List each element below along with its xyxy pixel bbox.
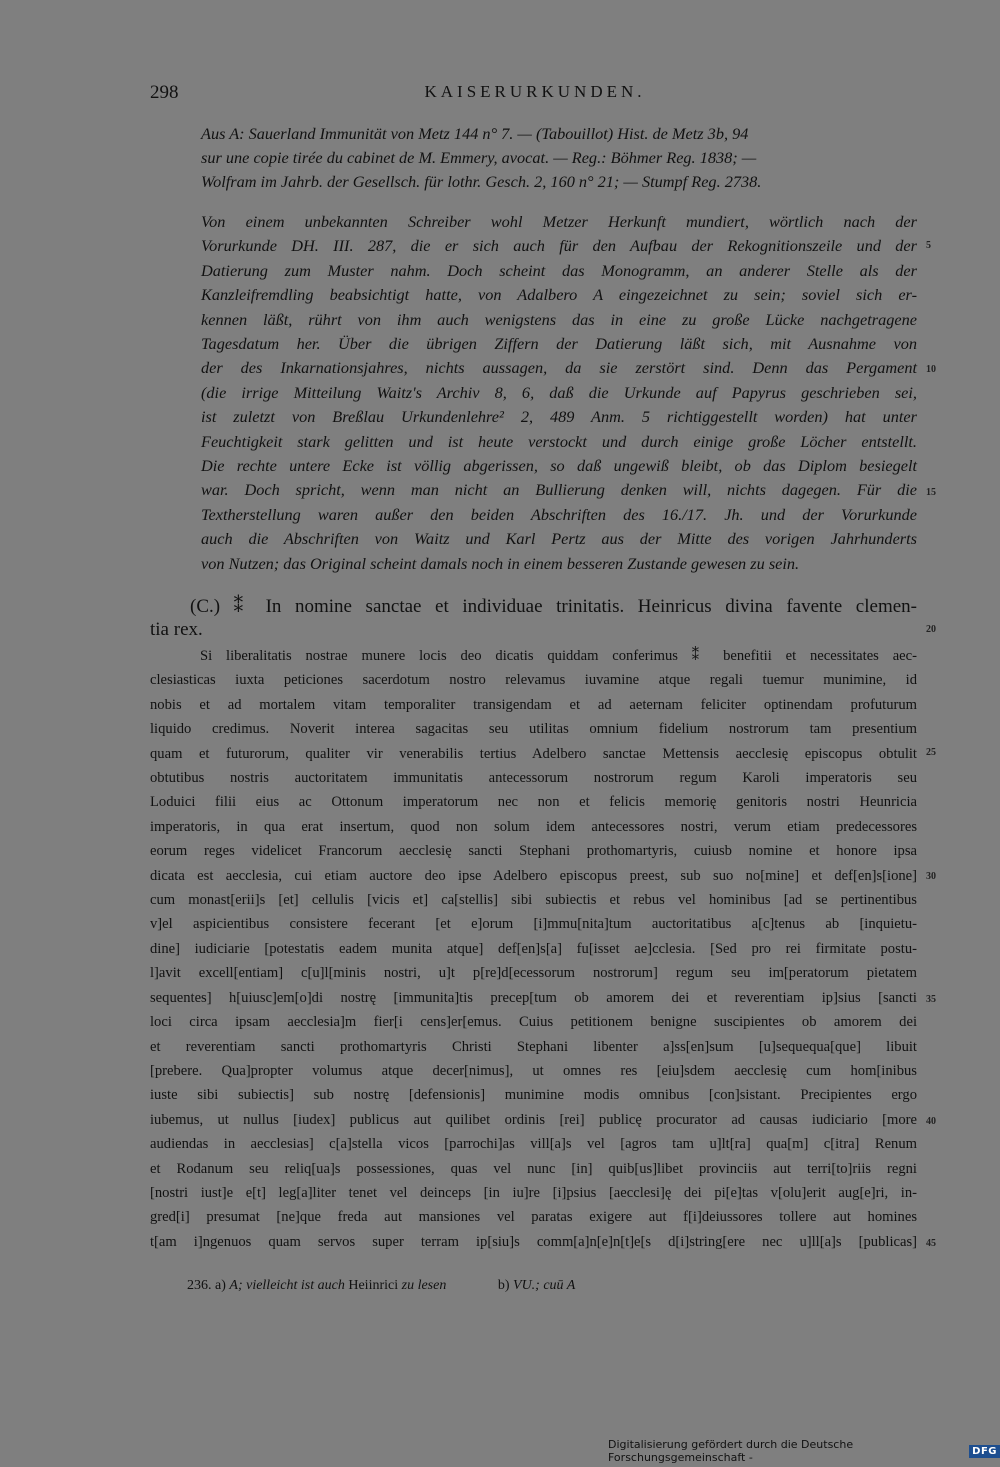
footnote-b-mark: b) [497,1278,510,1293]
charter-line: l]avit excell[entiam] c[u]l[minis nostri, u]t p[re]d[ecessorum nostrorum] regum seu im[peratorum pietatem [150,965,917,982]
commentary-line: der des Inkarnationsjahres, nichts aussagen, da sie zerstört sind. Denn das Pergament [201,358,917,378]
charter-body [150,644,917,1254]
commentary [201,210,917,576]
line-number: 40 [926,1116,936,1127]
footnote-a-tail: zu lesen [401,1278,447,1293]
charter-line: imperatoris, in qua erat insertum, quod non solum idem antecessores nostri, verum etiam predecessores [150,818,917,835]
charter-line: [prebere. Qua]propter volumus atque decer[nimus], ut omnes res [eiu]sdem aecclesię cum hom[inibus [150,1062,917,1079]
commentary-line: (die irrige Mitteilung Waitz's Archiv 8, 6, daß die Urkunde auf Papyrus geschrieben sei, [201,382,917,402]
commentary-line: ist zuletzt von Breßlau Urkundenlehre² 2, 489 Anm. 5 richtiggestellt worden) hat unter [201,407,917,427]
charter-heading-line: tia rex. [150,619,203,640]
charter-line: quam et futurorum, qualiter vir venerabilis tertius Adelbero sanctae Mettensis aecclesię episcopus obtulit [150,745,917,762]
commentary-line: kennen läßt, rührt von ihm auch wenigstens das in eine zu große Lücke nachgetragene [201,309,917,329]
charter-line: [nostri iust]e e[t] leg[a]liter tenet vel deinceps [in iu]re [i]psius [aecclesi]ę dei pi[e]tas v[olu]erit aug[e]ri, in- [150,1184,917,1201]
commentary-line: von Nutzen; das Original scheint damals noch in einem besseren Zustande gewesen zu sein. [201,553,800,573]
source-line: Wolfram im Jahrb. der Gesellsch. für lothr. Gesch. 2, 160 n° 21; — Stumpf Reg. 2738. [201,172,762,192]
charter-line: dicata est aecclesia, cui etiam auctore deo ipse Adelbero episcopus preest, sub suo no[mine] et def[en]s[ione] [150,867,917,884]
line-number: 25 [926,747,936,758]
charter-line: iubemus, ut nullus [iudex] publicus aut quilibet ordinis [rei] publicę procurator ad causas iudiciario [more [150,1111,917,1128]
commentary-line: Textherstellung waren außer den beiden Abschriften des 16./17. Jh. und der Vorurkunde [201,504,917,524]
line-number: 45 [926,1238,936,1249]
line-number: 20 [926,624,936,635]
charter [150,595,917,1254]
credit-text: Digitalisierung gefördert durch die Deutsche Forschungsgemeinschaft - [608,1438,854,1464]
commentary-line: Feuchtigkeit stark gelitten und ist heute verstockt und durch einige große Löcher entstellt. [201,431,917,451]
footnote-a-text: A; vielleicht ist auch [229,1278,345,1293]
charter-line: v]el aspicientibus consistere fecerant [et e]orum [i]mmu[nita]tum auctoritatibus a[c]tenus ab [inquietu- [150,916,917,933]
charter-line: et reverentiam sancti prothomartyris Christi Stephani libenter a]ss[en]sum [u]sequequa[que] libuit [150,1038,917,1055]
charter-line: dine] iudiciarie [potestatis eadem munita atque] def[en]s[a] fu[isset ae]cclesia. [Sed pro rei firmitate postu- [150,940,917,957]
commentary-line: Die rechte untere Ecke ist völlig abgerissen, so daß ungewiß bleibt, ob das Diplom besiegelt [201,456,917,476]
dfg-logo: DFG [969,1445,1000,1458]
charter-line: t[am i]ngenuos quam servos super terram ip[siu]s comm[a]n[e]n[t]e[s d[i]string[ere nec u]ll[a]s [publicas] [150,1233,917,1250]
page-number: 298 [150,82,179,103]
charter-line: et Rodanum seu reliq[ua]s possessiones, quas vel nunc [in] quib[us]libet provinciis aut terri[to]riis regni [150,1160,917,1177]
commentary-line: Vorurkunde DH. III. 287, die er sich auch für den Aufbau der Rekognitionszeile und der [201,236,917,256]
footnote-b-text: VU.; cuū A [513,1278,576,1293]
commentary-line: Tagesdatum her. Über die übrigen Ziffern der Datierung läßt sich, mit Ausnahme von [201,334,917,354]
charter-line: sequentes] h[uiusc]em[o]di nostrę [immunita]tis precep[tum ob amorem dei et reverentiam ip]sius [sancti [150,989,917,1006]
charter-line: Loduici filii eius ac Ottonum imperatorum nec non et felicis memorię genitoris nostri Heunricia [150,794,917,811]
line-number: 15 [926,487,936,498]
footnote-a-mark: a) [215,1278,226,1293]
source-line: Aus A: Sauerland Immunität von Metz 144 n° 7. — (Tabouillot) Hist. de Metz 3b, 94 [201,124,749,143]
charter-line: nobis et ad mortalem vitam temporaliter transigendam et ad aeternam feliciter optinendam profuturum [150,696,917,713]
commentary-line: Von einem unbekannten Schreiber wohl Metzer Herkunft mundiert, wörtlich nach der [201,212,917,231]
line-number: 35 [926,994,936,1005]
line-number: 30 [926,871,936,882]
digitization-credit [608,1438,1000,1464]
footnotes [187,1278,575,1294]
running-title: KAISERURKUNDEN. [424,82,646,101]
commentary-line: auch die Abschriften von Waitz und Karl Pertz aus der Mitte des vorigen Jahrhunderts [201,529,917,549]
charter-line: Si liberalitatis nostrae munere locis deo dicatis quiddam conferimus ⁑ benefitii et necessitates aec- [200,648,917,664]
commentary-line: Datierung zum Muster nahm. Doch scheint das Monogramm, an anderer Stelle als der [201,260,917,280]
charter-line: eorum reges videlicet Francorum aecclesię sancti Stephani prothomartyris, cuiusb nomine et honore ipsa [150,843,917,860]
footnote-a-word: Heiinrici [348,1278,399,1293]
charter-line: cum monast[erii]s [et] cellulis [vicis et] ca[stellis] sibi subiectis et rebus vel hominibus [ad se pertinentibus [150,892,917,909]
charter-line: liquido credimus. Noverit interea sagacitas seu utilitas omnium fidelium nostrorum tam presentium [150,721,917,738]
commentary-line: war. Doch spricht, wenn man nicht an Bullierung denken will, nichts dagegen. Für die [201,480,917,500]
charter-line: obtutibus nostris auctoritatem immunitatis antecessorum nostrorum regum Karoli imperatoris seu [150,770,917,787]
commentary-line: Kanzleifremdling beabsichtigt hatte, von Adalbero A eingezeichnet zu sein; soviel sich er- [201,285,917,305]
charter-line: loci circa ipsam aecclesia]m fier[i cens]er[emus. Cuius petitionem benigne suscipientes ob amorem dei [150,1014,917,1031]
charter-heading-line: (C.) ⁑ In nomine sanctae et individuae trinitatis. Heinricus divina favente clemen- [190,596,917,617]
charter-line: iuste sibi subiectis] sub nostrę [defensionis] munimine modis omnibus [con]sistant. Precipientes ergo [150,1087,917,1104]
line-number: 10 [926,364,936,375]
footnote-number: 236. [187,1278,212,1293]
charter-line: clesiasticas iuxta peticiones sacerdotum nostro relevamus iuvamine atque regali tuemur munimine, id [150,672,917,689]
page-header [150,82,920,108]
charter-line: audiendas in aecclesias] c[a]stella vicos [parrochi]as vill[a]s vel [agros tam u]lt[ra] qua[m] c[itra] Renum [150,1136,917,1153]
line-number: 5 [926,240,931,251]
source-block [201,122,917,195]
source-line: sur une copie tirée du cabinet de M. Emmery, avocat. — Reg.: Böhmer Reg. 1838; — [201,148,757,168]
charter-line: gred[i] presumat [ne]que freda aut mansiones vel paratas exigere aut f[i]deiussores tollere aut homines [150,1209,917,1226]
